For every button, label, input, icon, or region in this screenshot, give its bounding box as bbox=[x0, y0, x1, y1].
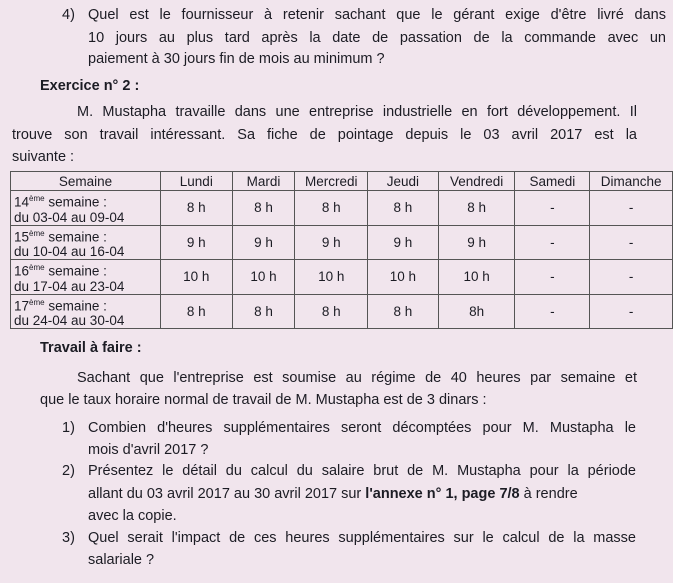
question-number: 2) bbox=[62, 463, 75, 479]
question-line: salariale ? bbox=[88, 552, 155, 568]
week-label: semaine : bbox=[44, 194, 107, 210]
column-header: Vendredi bbox=[438, 172, 515, 191]
week-number: 16 bbox=[14, 263, 30, 279]
week-cell bbox=[11, 225, 161, 260]
column-header: Lundi bbox=[161, 172, 233, 191]
table-row bbox=[11, 260, 673, 295]
question-line: paiement à 30 jours fin de mois au minimum ? bbox=[88, 51, 385, 67]
question-line: Présentez le détail du calcul du salaire brut de M. Mustapha pour la période bbox=[88, 463, 636, 479]
question-line: Quel est le fournisseur à retenir sachant que le gérant exige d'être livré dans bbox=[88, 7, 666, 23]
week-cell bbox=[11, 191, 161, 226]
hours-cell: 8 h bbox=[232, 191, 295, 226]
intro-line: suivante : bbox=[12, 149, 75, 165]
hours-cell: 8 h bbox=[295, 294, 368, 329]
question-number: 1) bbox=[62, 420, 75, 436]
hours-cell: 9 h bbox=[232, 225, 295, 260]
intro-line: M. Mustapha travaille dans une entreprise industrielle en fort développement. Il bbox=[77, 104, 637, 120]
table-row bbox=[11, 294, 673, 329]
hours-cell: 10 h bbox=[438, 260, 515, 295]
hours-cell: 8 h bbox=[232, 294, 295, 329]
annex-reference: l'annexe n° 1, page 7/8 bbox=[365, 486, 520, 502]
column-header: Jeudi bbox=[368, 172, 439, 191]
question-line: 10 jours au plus tard après la date de passation de la commande avec un bbox=[88, 30, 666, 46]
week-suffix: ème bbox=[29, 228, 45, 238]
question-line: Quel serait l'impact de ces heures supplémentaires sur le calcul de la masse bbox=[88, 530, 636, 546]
table-header-row bbox=[11, 172, 673, 191]
question-line: mois d'avril 2017 ? bbox=[88, 442, 209, 458]
week-suffix: ème bbox=[29, 194, 45, 203]
week-label: semaine : bbox=[44, 298, 107, 313]
hours-cell: 10 h bbox=[368, 260, 439, 295]
week-range: du 10-04 au 16-04 bbox=[14, 244, 125, 259]
week-number: 14 bbox=[14, 194, 30, 210]
hours-cell: 8 h bbox=[295, 191, 368, 226]
hours-cell: 9 h bbox=[438, 225, 515, 260]
hours-cell: 8 h bbox=[161, 191, 233, 226]
hours-cell: 10 h bbox=[295, 260, 368, 295]
hours-cell: - bbox=[515, 191, 590, 226]
column-header: Mardi bbox=[232, 172, 295, 191]
intro-line: trouve son travail intéressant. Sa fiche de pointage depuis le 03 avril 2017 est la bbox=[12, 127, 637, 143]
week-range: du 03-04 au 09-04 bbox=[14, 209, 125, 225]
week-cell bbox=[11, 294, 161, 329]
week-suffix: ème bbox=[29, 263, 45, 272]
exercise-title: Exercice n° 2 : bbox=[40, 78, 140, 94]
column-header: Mercredi bbox=[295, 172, 368, 191]
hours-cell: - bbox=[590, 191, 673, 226]
question-number: 3) bbox=[62, 530, 75, 546]
hours-cell: - bbox=[590, 225, 673, 260]
hours-cell: - bbox=[515, 260, 590, 295]
question-line: Combien d'heures supplémentaires seront décomptées pour M. Mustapha le bbox=[88, 420, 636, 436]
hours-cell: 8 h bbox=[438, 191, 515, 226]
hours-cell: 8 h bbox=[161, 294, 233, 329]
hours-cell: 8h bbox=[438, 294, 515, 329]
week-suffix: ème bbox=[29, 297, 45, 307]
week-number: 15 bbox=[14, 229, 30, 244]
hours-cell: - bbox=[515, 294, 590, 329]
hours-cell: 10 h bbox=[161, 260, 233, 295]
hours-cell: 10 h bbox=[232, 260, 295, 295]
hours-cell: 9 h bbox=[295, 225, 368, 260]
week-number: 17 bbox=[14, 298, 30, 313]
week-range: du 24-04 au 30-04 bbox=[14, 313, 125, 328]
context-line: que le taux horaire normal de travail de M. Mustapha est de 3 dinars : bbox=[40, 392, 487, 408]
question-line: allant du 03 avril 2017 au 30 avril 2017 sur bbox=[88, 486, 366, 502]
timesheet-table bbox=[10, 171, 673, 329]
question-line: à rendre bbox=[519, 486, 578, 502]
hours-cell: - bbox=[590, 260, 673, 295]
week-range: du 17-04 au 23-04 bbox=[14, 278, 125, 294]
question-line: avec la copie. bbox=[88, 508, 177, 524]
column-header: Samedi bbox=[515, 172, 590, 191]
week-cell bbox=[11, 260, 161, 295]
work-title: Travail à faire : bbox=[40, 340, 142, 356]
week-label: semaine : bbox=[44, 229, 107, 244]
table-row bbox=[11, 191, 673, 226]
hours-cell: 8 h bbox=[368, 191, 439, 226]
table-row bbox=[11, 225, 673, 260]
column-header: Semaine bbox=[11, 172, 161, 191]
column-header: Dimanche bbox=[590, 172, 673, 191]
hours-cell: - bbox=[590, 294, 673, 329]
context-line: Sachant que l'entreprise est soumise au régime de 40 heures par semaine et bbox=[77, 370, 637, 386]
question-number: 4) bbox=[62, 7, 75, 23]
week-label: semaine : bbox=[44, 263, 107, 279]
hours-cell: 8 h bbox=[368, 294, 439, 329]
hours-cell: - bbox=[515, 225, 590, 260]
hours-cell: 9 h bbox=[161, 225, 233, 260]
hours-cell: 9 h bbox=[368, 225, 439, 260]
